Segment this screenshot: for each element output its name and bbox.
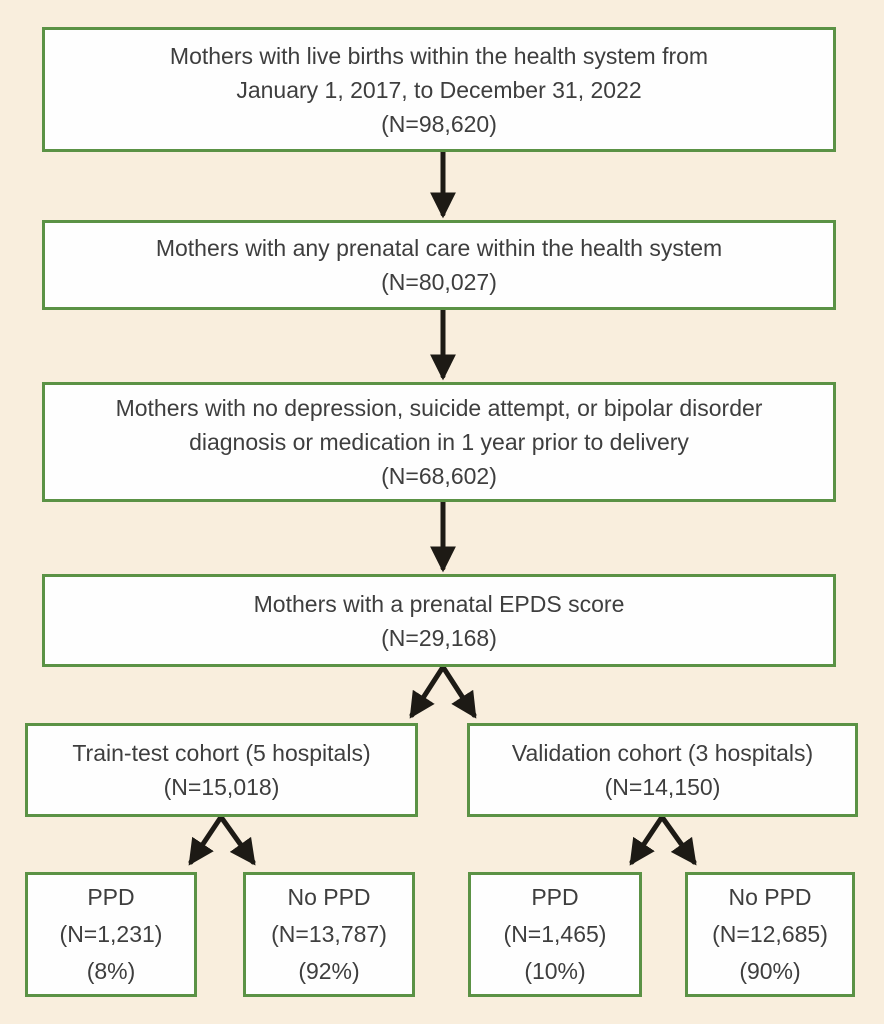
box-text-line: No PPD	[287, 884, 371, 910]
box-percent: (92%)	[298, 958, 360, 984]
box-percent: (90%)	[739, 958, 801, 984]
flow-box-train-test-cohort	[25, 723, 418, 817]
arrow-validation-to-ppd	[632, 817, 662, 862]
flow-box-train-ppd	[25, 872, 197, 997]
box-percent: (8%)	[86, 958, 136, 984]
box-count: (N=14,150)	[604, 774, 721, 800]
flow-box-live-births	[42, 27, 836, 152]
box-text-line: Train-test cohort (5 hospitals)	[72, 740, 371, 766]
flow-box-prenatal-epds-score	[42, 574, 836, 667]
flow-box-train-no-ppd	[243, 872, 415, 997]
arrow-step4-to-train-test	[412, 667, 443, 715]
box-text-line: PPD	[87, 884, 135, 910]
arrow-train-to-no-ppd	[221, 817, 253, 862]
arrow-train-to-ppd	[191, 817, 221, 862]
box-count: (N=13,787)	[271, 921, 387, 947]
box-text-line: January 1, 2017, to December 31, 2022	[236, 76, 642, 103]
box-text-line: PPD	[531, 884, 579, 910]
box-count: (N=1,231)	[59, 921, 163, 947]
box-count: (N=15,018)	[163, 774, 280, 800]
arrow-step4-to-validation	[443, 667, 474, 715]
box-percent: (10%)	[524, 958, 586, 984]
box-text-line: Validation cohort (3 hospitals)	[511, 740, 814, 766]
flow-box-validation-ppd	[468, 872, 642, 997]
box-count: (N=12,685)	[712, 921, 828, 947]
box-count: (N=80,027)	[381, 269, 497, 295]
box-text-line: Mothers with live births within the health system from	[169, 42, 709, 69]
box-count: (N=29,168)	[381, 624, 497, 651]
box-count: (N=98,620)	[381, 110, 497, 137]
box-text-line: Mothers with no depression, suicide attempt, or bipolar disorder	[115, 395, 763, 421]
box-text-line: Mothers with any prenatal care within the health system	[155, 235, 723, 261]
box-count: (N=1,465)	[503, 921, 607, 947]
flow-box-validation-no-ppd	[685, 872, 855, 997]
flow-box-no-prior-depression	[42, 382, 836, 502]
box-text-line: diagnosis or medication in 1 year prior to delivery	[189, 429, 689, 455]
box-text-line: Mothers with a prenatal EPDS score	[253, 590, 625, 617]
arrow-validation-to-no-ppd	[662, 817, 694, 862]
flow-box-prenatal-care	[42, 220, 836, 310]
box-text-line: No PPD	[728, 884, 812, 910]
box-count: (N=68,602)	[381, 463, 497, 489]
flow-box-validation-cohort	[467, 723, 858, 817]
